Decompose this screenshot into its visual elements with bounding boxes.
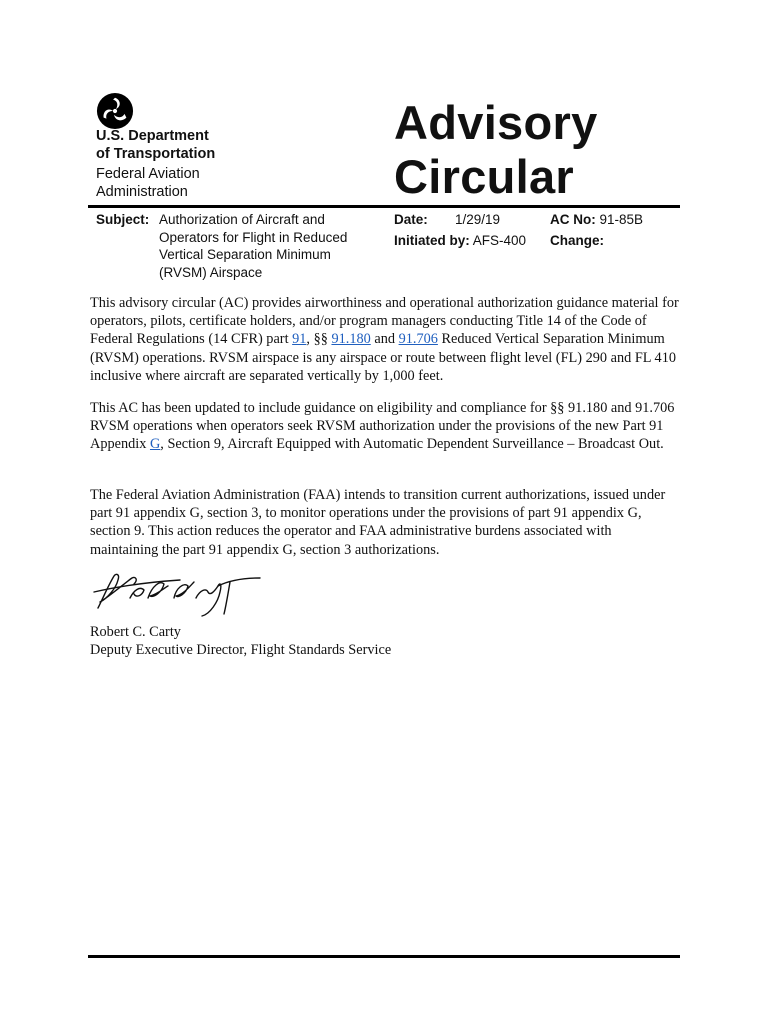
subject-line: Authorization of Aircraft and: [159, 212, 325, 227]
subject-line: (RVSM) Airspace: [159, 264, 263, 280]
signer-name: Robert C. Carty: [90, 624, 181, 640]
title-line-2: Circular: [394, 150, 575, 203]
initiated-by: [394, 232, 526, 250]
paragraph-text: This AC has been updated to include guidance on eligibility and compliance for §§ 91.180 and 91.706 RVSM operations when operators seek RVSM authorization under the provisions of the new Part 91 Appendix: [90, 400, 675, 453]
date-label: Date:: [394, 212, 428, 227]
paragraph-text: This advisory circular (AC) provides airworthiness and operational authorization guidance material for operators, pilots, certificate holders, and/or program managers conducting Title 14 of the Code of Federal Regulations (14 CFR) part: [90, 295, 679, 348]
handwritten-signature-icon: [90, 568, 280, 622]
body-paragraph-1: [90, 294, 680, 385]
body-paragraph-2: [90, 399, 680, 454]
body-paragraph-3: The Federal Aviation Administration (FAA) intends to transition current authorizations, issued under part 91 appendix G, section 3, to monitor operations under the provisions of part 91 appendix G, section 9. This action reduces the operator and FAA administrative burdens associated with maintaining the part 91 appendix G, section 3 authorizations.: [90, 487, 666, 558]
department-name: U.S. Department: [96, 128, 209, 144]
link-91-180[interactable]: 91.180: [331, 331, 371, 348]
paragraph-text: and: [370, 331, 399, 348]
signer-title: Deputy Executive Director, Flight Standards Service: [90, 642, 392, 658]
department-name-cont: of Transportation: [96, 146, 216, 162]
dot-triskelion-logo-icon: [96, 92, 134, 130]
agency-name-cont: Administration: [96, 184, 188, 200]
change-label: Change:: [550, 233, 604, 248]
header-rule: [88, 205, 680, 208]
initiated-by-label: Initiated by:: [394, 233, 470, 248]
link-part-91[interactable]: 91: [292, 331, 307, 348]
ac-number-label: AC No:: [550, 212, 596, 227]
date-value: 1/29/19: [455, 212, 501, 227]
paragraph-text: , Section 9, Aircraft Equipped with Automatic Dependent Surveillance – Broadcast Out.: [160, 436, 664, 453]
link-91-706[interactable]: 91.706: [398, 331, 438, 348]
ac-number-value: 91-85B: [599, 212, 644, 227]
footer-rule: [88, 955, 680, 958]
ac-number: [550, 211, 643, 229]
title-line-1: Advisory: [394, 96, 598, 149]
subject-line: Vertical Separation Minimum: [159, 247, 331, 262]
paragraph-text: Reduced Vertical Separation Minimum (RVSM) operations. RVSM airspace is any airspace or route between flight level (FL) 290 and FL 410 inclusive where aircraft are separated vertically by 1,000 feet.: [90, 331, 676, 384]
subject-line: Operators for Flight in Reduced: [159, 229, 348, 245]
agency-name: Federal Aviation: [96, 166, 200, 182]
document-title: [394, 96, 598, 204]
paragraph-text: , §§: [306, 331, 332, 348]
subject-text: [159, 211, 379, 281]
link-appendix-g[interactable]: G: [149, 436, 161, 453]
subject-label: Subject:: [96, 212, 150, 227]
initiated-by-value: AFS-400: [472, 233, 527, 248]
